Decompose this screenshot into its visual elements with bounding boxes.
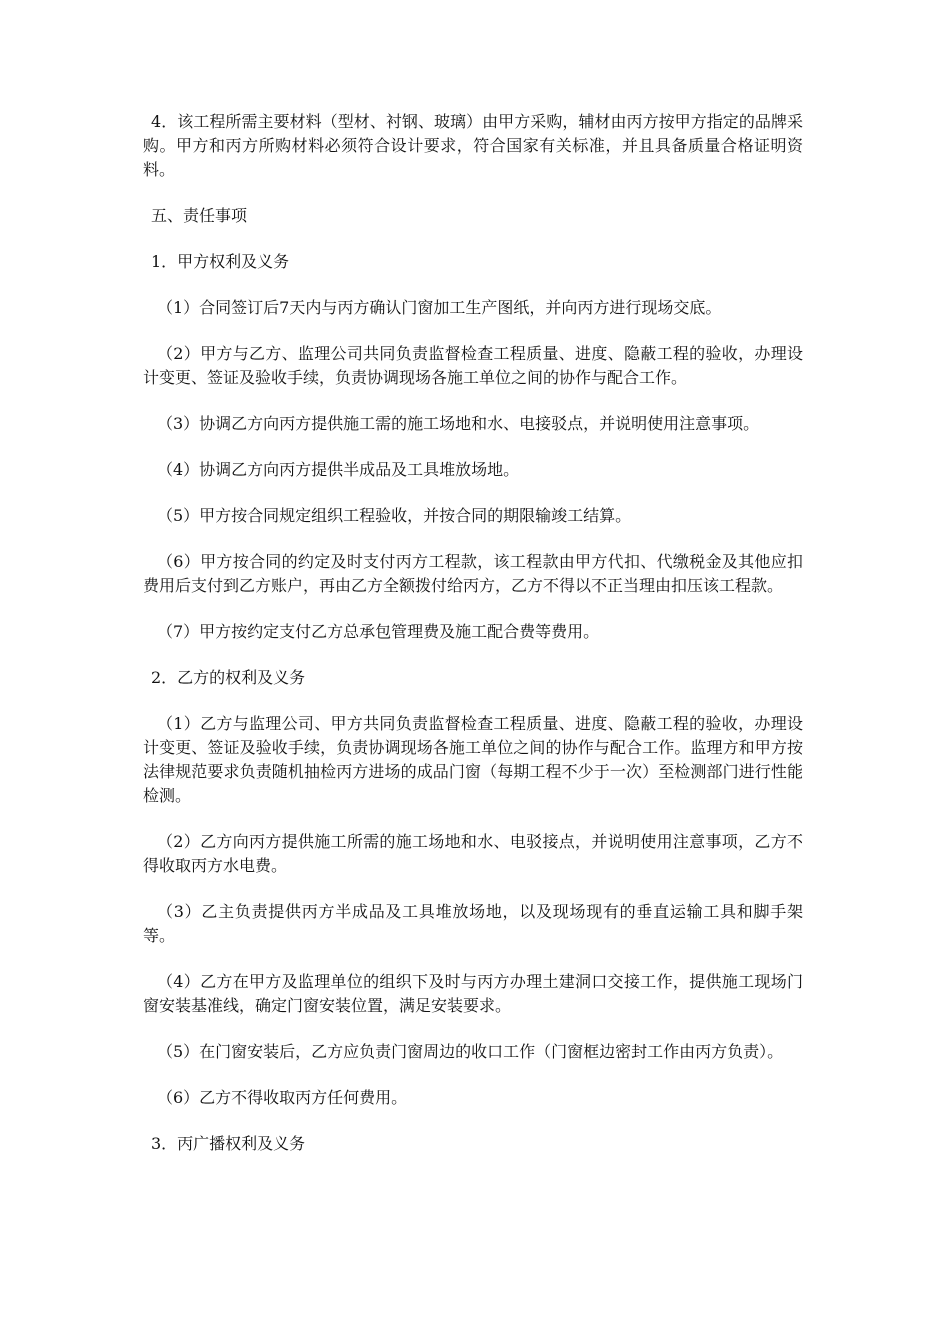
party-b-item-1: （1）乙方与监理公司、甲方共同负责监督检查工程质量、进度、隐蔽工程的验收，办理设计变更、签证及验收手续，负责协调现场各施工单位之间的协作与配合工作。监理方和甲方按法律规范要求负责随机抽检丙方进场的成品门窗（每期工程不少于一次）至检测部门进行性能检测。 <box>143 714 803 805</box>
party-a-item-7: （7）甲方按约定支付乙方总承包管理费及施工配合费等费用。 <box>157 622 600 641</box>
party-b-item-4: （4）乙方在甲方及监理单位的组织下及时与丙方办理土建洞口交接工作，提供施工现场门窗安装基准线，确定门窗安装位置，满足安装要求。 <box>143 972 803 1015</box>
party-a-item-6: （6）甲方按合同的约定及时支付丙方工程款，该工程款由甲方代扣、代缴税金及其他应扣费用后支付到乙方账户，再由乙方全额拨付给丙方，乙方不得以不正当理由扣压该工程款。 <box>143 552 803 595</box>
section-5-heading: 五、责任事项 <box>151 206 248 225</box>
subsection-1-heading: 1．甲方权利及义务 <box>151 252 290 271</box>
party-a-item-5: （5）甲方按合同规定组织工程验收，并按合同的期限输竣工结算。 <box>157 506 632 525</box>
party-b-item-3: （3）乙主负责提供丙方半成品及工具堆放场地，以及现场现有的垂直运输工具和脚手架等。 <box>143 902 803 945</box>
party-b-item-6: （6）乙方不得收取丙方任何费用。 <box>157 1088 408 1107</box>
party-b-item-2: （2）乙方向丙方提供施工所需的施工场地和水、电驳接点，并说明使用注意事项，乙方不得收取丙方水电费。 <box>143 832 803 875</box>
clause-4-materials: 4．该工程所需主要材料（型材、衬钢、玻璃）由甲方采购，辅材由丙方按甲方指定的品牌采购。甲方和丙方所购材料必须符合设计要求，符合国家有关标准，并且具备质量合格证明资料。 <box>143 112 803 179</box>
document-page <box>143 110 803 1178</box>
party-a-item-4: （4）协调乙方向丙方提供半成品及工具堆放场地。 <box>157 460 520 479</box>
party-b-item-5: （5）在门窗安装后，乙方应负责门窗周边的收口工作（门窗框边密封工作由丙方负责）。 <box>157 1042 784 1061</box>
subsection-3-heading: 3．丙广播权利及义务 <box>151 1134 306 1153</box>
party-a-item-3: （3）协调乙方向丙方提供施工需的施工场地和水、电接驳点，并说明使用注意事项。 <box>157 414 760 433</box>
party-a-item-2: （2）甲方与乙方、监理公司共同负责监督检查工程质量、进度、隐蔽工程的验收，办理设计变更、签证及验收手续，负责协调现场各施工单位之间的协作与配合工作。 <box>143 344 803 387</box>
subsection-2-heading: 2．乙方的权利及义务 <box>151 668 306 687</box>
party-a-item-1: （1）合同签订后7天内与丙方确认门窗加工生产图纸，并向丙方进行现场交底。 <box>157 298 722 317</box>
